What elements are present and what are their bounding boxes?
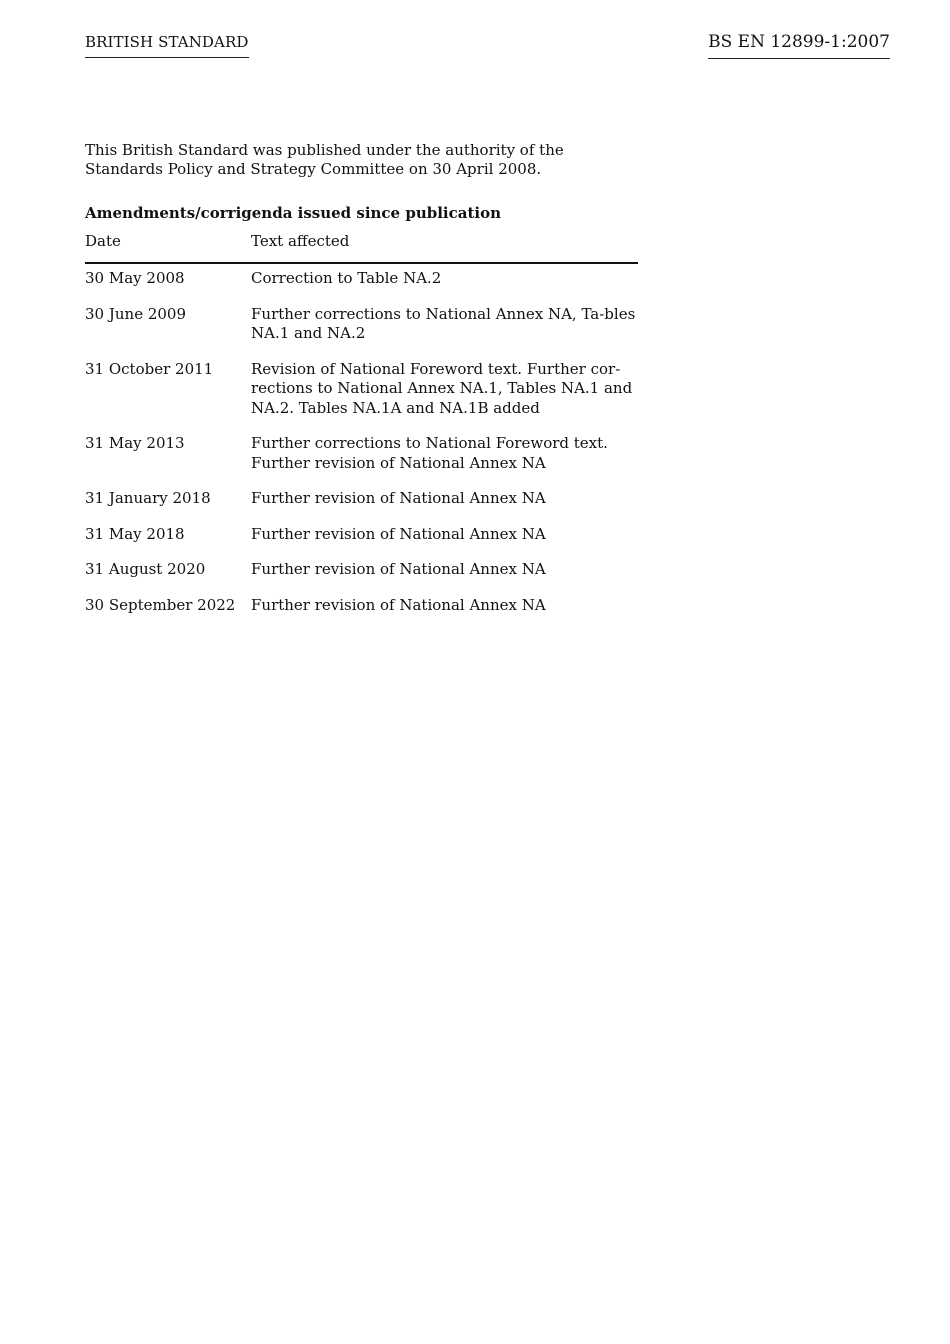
amendment-text-line: NA.2. Tables NA.1A and NA.1B added [251, 398, 540, 417]
amendment-date: 31 August 2020 [85, 560, 206, 578]
amendment-text-line: Further revision of National Annex NA [251, 524, 546, 543]
amendment-text-line: Further revision of National Annex NA [251, 560, 546, 578]
amendment-text-line: Revision of National Foreword text. Further cor- [251, 359, 621, 378]
amendment-text [251, 269, 638, 289]
publication-statement-line: This British Standard was published under the authority of the [85, 141, 564, 159]
amendment-text-line: Further revision of National Annex NA [251, 489, 546, 507]
amendment-text-line: Further revision of National Annex NA [251, 595, 546, 614]
header-standard-number: BS EN 12899-1:2007 [708, 31, 890, 59]
amendment-text [251, 305, 638, 344]
amendment-text-line: rections to National Annex NA.1, Tables NA.1 and [251, 379, 633, 397]
column-header-date: Date [85, 232, 121, 250]
table-row [85, 269, 638, 289]
amendment-date: 30 September 2022 [85, 595, 236, 614]
amendment-date: 30 May 2008 [85, 269, 185, 287]
amendment-date: 31 May 2013 [85, 434, 185, 452]
amendments-table [85, 232, 638, 631]
table-row [85, 360, 638, 419]
amendment-text-line: Further corrections to National Foreword text. [251, 434, 608, 452]
table-row [85, 489, 638, 509]
amendment-date: 31 October 2011 [85, 359, 214, 378]
publication-statement-line: Standards Policy and Strategy Committee on 30 April 2008. [85, 160, 542, 178]
amendment-date: 30 June 2009 [85, 304, 187, 323]
table-row [85, 525, 638, 545]
table-row [85, 560, 638, 580]
publication-statement [85, 141, 645, 179]
amendment-date: 31 May 2018 [85, 524, 185, 543]
amendments-table-header [85, 232, 638, 264]
amendment-text [251, 434, 638, 473]
amendment-text-line: Further revision of National Annex NA [251, 453, 546, 472]
header-publisher: BRITISH STANDARD [85, 32, 249, 58]
amendment-text [251, 360, 638, 419]
amendment-text [251, 525, 638, 545]
amendments-title: Amendments/corrigenda issued since publication [85, 204, 501, 222]
amendment-text-line: Further corrections to National Annex NA, Ta-bles [251, 304, 636, 323]
amendment-text [251, 596, 638, 616]
amendment-text-line: Correction to Table NA.2 [251, 269, 442, 287]
amendment-text [251, 560, 638, 580]
amendment-date: 31 January 2018 [85, 489, 211, 507]
table-row [85, 305, 638, 344]
amendment-text-line: NA.1 and NA.2 [251, 324, 366, 342]
amendment-text [251, 489, 638, 509]
table-row [85, 596, 638, 616]
column-header-text-affected: Text affected [251, 232, 350, 250]
amendments-table-body [85, 264, 638, 615]
table-row [85, 434, 638, 473]
